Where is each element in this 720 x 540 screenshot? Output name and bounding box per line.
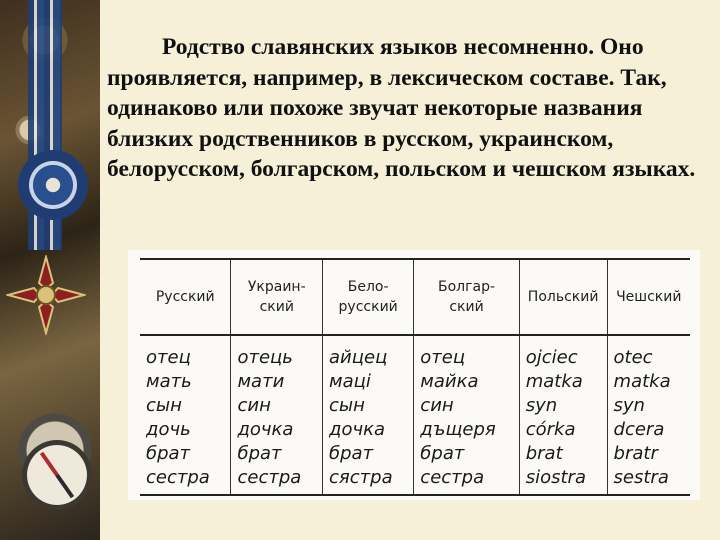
cell-polish: syn [519, 394, 607, 418]
cell-ukrainian: син [231, 394, 323, 418]
table-row [140, 442, 690, 466]
header-polish [519, 259, 607, 335]
vocabulary-table-scan [128, 250, 700, 500]
cell-russian: сын [146, 395, 182, 416]
cell-russian: мать [146, 371, 192, 392]
header-bulgarian [414, 259, 519, 335]
table-row [140, 370, 690, 394]
cell-russian: сестра [140, 466, 231, 495]
table-row [140, 335, 690, 370]
intro-paragraph: Родство славянских языков несомненно. Оно проявляется, например, в лексическом составе. Так, одинаково или похоже звучат некоторые названия близких родственников в русском, украинском, белорусском, болгарском, польском и чешском языках. [107, 34, 696, 182]
header-bulgarian-line-1: Болгар- [438, 279, 496, 295]
cell-czech: sestra [607, 466, 690, 495]
header-polish-line: Польский [527, 289, 599, 305]
header-belarusian [323, 259, 414, 335]
kinship-terms-table [140, 258, 690, 496]
cell-ukrainian: сестра [231, 466, 323, 495]
table-header-row [140, 259, 690, 335]
cell-czech: matka [607, 370, 690, 394]
cell-belarusian: сын [323, 394, 414, 418]
header-bulgarian-line-2: ский [449, 299, 484, 315]
cell-polish: siostra [519, 466, 607, 495]
cell-russian: брат [146, 443, 191, 464]
cell-bulgarian: брат [414, 442, 519, 466]
cell-belarusian: сястра [323, 466, 414, 495]
table-row [140, 466, 690, 495]
decorative-medal-image [0, 0, 100, 540]
header-czech-line: Чешский [616, 289, 682, 305]
cell-belarusian: айцец [323, 335, 414, 370]
cell-polish: ojciec [519, 335, 607, 370]
cell-czech: syn [607, 394, 690, 418]
cell-ukrainian: брат [231, 442, 323, 466]
cell-russian: дочь [146, 419, 191, 440]
cell-bulgarian: сестра [414, 466, 519, 495]
cell-czech: bratr [607, 442, 690, 466]
cell-czech: otec [607, 335, 690, 370]
cell-polish: matka [519, 370, 607, 394]
compass-needle [40, 452, 74, 499]
table-row [140, 418, 690, 442]
cell-ukrainian: дочка [231, 418, 323, 442]
cell-czech: dcera [607, 418, 690, 442]
compass-image [22, 440, 92, 510]
header-belarusian-line-1: Бело- [347, 279, 389, 295]
header-czech [607, 259, 690, 335]
cell-belarusian: брат [323, 442, 414, 466]
header-ukrainian [231, 259, 323, 335]
cell-ukrainian: мати [231, 370, 323, 394]
header-belarusian-line-2: русский [338, 299, 398, 315]
header-russian [140, 259, 231, 335]
cell-bulgarian: отец [414, 335, 519, 370]
cell-belarusian: дочка [323, 418, 414, 442]
cell-bulgarian: майка [414, 370, 519, 394]
cell-bulgarian: дъщеря [414, 418, 519, 442]
rosette-image [18, 150, 88, 220]
cell-ukrainian: отець [231, 335, 323, 370]
cell-polish: brat [519, 442, 607, 466]
header-ukrainian-line-2: ский [259, 299, 294, 315]
table-row [140, 394, 690, 418]
header-ukrainian-line-1: Украин- [247, 279, 306, 295]
cell-belarusian: маці [323, 370, 414, 394]
order-cross-image [6, 255, 86, 335]
cell-russian: отец [146, 347, 191, 368]
header-russian-line: Русский [155, 289, 215, 305]
cell-bulgarian: син [414, 394, 519, 418]
cell-polish: córka [519, 418, 607, 442]
